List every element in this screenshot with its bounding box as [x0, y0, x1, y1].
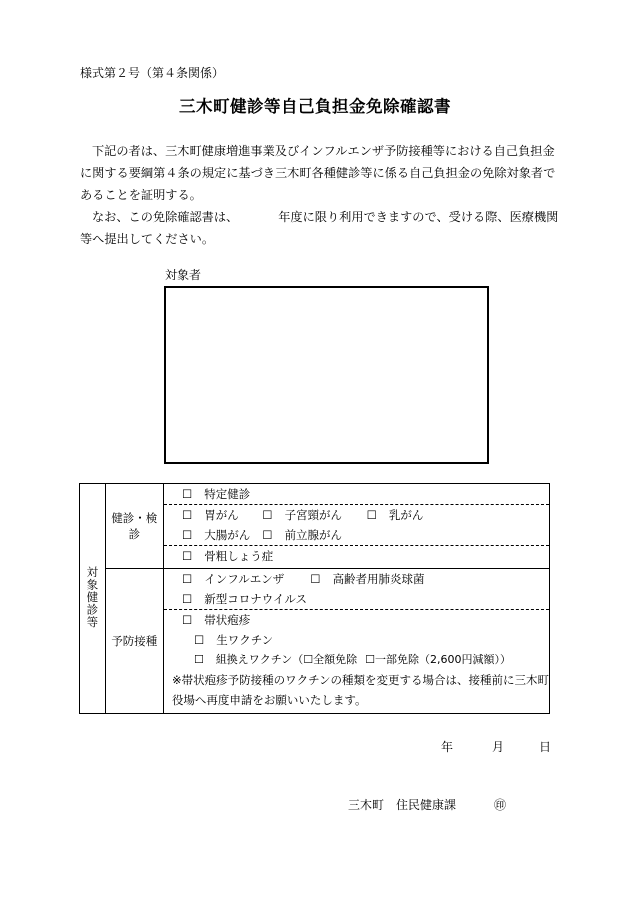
item-label: 大腸がん [204, 528, 251, 542]
screening-row [164, 546, 549, 566]
paragraph-2-before: なお、この免除確認書は、 [92, 210, 239, 224]
checkbox-icon[interactable]: ☐ [262, 508, 273, 522]
option-partial-exemption: 一部免除（2,600円減額）） [375, 652, 512, 666]
vaccination-category: 予防接種 [105, 568, 163, 713]
checkbox-icon[interactable]: ☐ [193, 632, 205, 647]
item-label: 新型コロナウイルス [204, 591, 308, 606]
item-label: 生ワクチン [216, 632, 274, 647]
document-title: 三木町健診等自己負担金免除確認書 [179, 97, 451, 116]
date-year: 年 [441, 740, 454, 754]
item-label: インフルエンザ [204, 571, 285, 586]
checkbox-icon[interactable]: ☐ [366, 508, 377, 522]
item-label: 骨粗しょう症 [204, 549, 274, 563]
item-label: 胃がん [204, 508, 239, 522]
form-number: 様式第２号（第４条関係） [80, 66, 225, 80]
checkbox-icon[interactable]: ☐ [181, 591, 193, 606]
certification-text [80, 140, 562, 250]
checkbox-icon[interactable]: ☐ [181, 487, 193, 501]
item-label: 乳がん [388, 508, 424, 522]
paragraph-2 [80, 206, 562, 250]
screening-items [163, 484, 549, 569]
item-label: 組換えワクチン（ [215, 652, 304, 666]
note-line: 役場へ再度申請をお願いいたします。 [171, 692, 367, 707]
subject-box[interactable] [164, 286, 489, 464]
subject-label: 対象者 [165, 268, 202, 282]
item-label: 特定健診 [204, 487, 251, 501]
screening-category: 健診・検診 [105, 484, 163, 569]
checkbox-icon[interactable]: ☐ [262, 528, 273, 542]
item-label: 子宮頸がん [284, 508, 343, 522]
item-label: 前立腺がん [284, 528, 343, 542]
seal-icon: ㊞ [494, 798, 507, 812]
checkbox-icon[interactable]: ☐ [181, 612, 193, 627]
vaccination-row [164, 569, 549, 589]
checkbox-icon[interactable]: ☐ [193, 652, 204, 666]
option-full-exemption: 全額免除 [313, 652, 358, 666]
date-month: 月 [492, 740, 505, 754]
checkbox-icon[interactable]: ☐ [365, 652, 376, 666]
vaccination-row [164, 610, 549, 630]
vaccination-items [163, 568, 549, 713]
screening-row [164, 484, 549, 505]
checkbox-icon[interactable]: ☐ [181, 549, 193, 563]
checkbox-icon[interactable]: ☐ [303, 652, 314, 666]
screening-row [164, 505, 549, 525]
issuer: 三木町 住民健康課 [348, 798, 457, 812]
date-day: 日 [539, 740, 552, 754]
vaccination-row [164, 630, 549, 650]
services-side-header: 対象健診等 [80, 484, 106, 714]
item-label: 帯状疱疹 [204, 612, 251, 627]
paragraph-2-after: 年度に限り利用できますので、受ける際、医療機関等へ提出してください。 [80, 210, 559, 246]
screening-row [164, 525, 549, 546]
vaccination-row [164, 589, 549, 610]
checkbox-icon[interactable]: ☐ [310, 571, 321, 586]
paragraph-1: 下記の者は、三木町健康増進事業及びインフルエンザ予防接種等における自己負担金に関する要綱第４条の規定に基づき三木町各種健診等に係る自己負担金の免除対象者であることを証明する。 [80, 144, 556, 202]
services-table [79, 483, 550, 714]
item-label: 高齢者用肺炎球菌 [332, 571, 425, 586]
checkbox-icon[interactable]: ☐ [181, 528, 193, 542]
vaccination-row [164, 650, 549, 670]
checkbox-icon[interactable]: ☐ [181, 508, 193, 522]
note-line: ※帯状疱疹予防接種のワクチンの種類を変更する場合は、接種前に三木町 [171, 672, 549, 687]
checkbox-icon[interactable]: ☐ [181, 571, 193, 586]
